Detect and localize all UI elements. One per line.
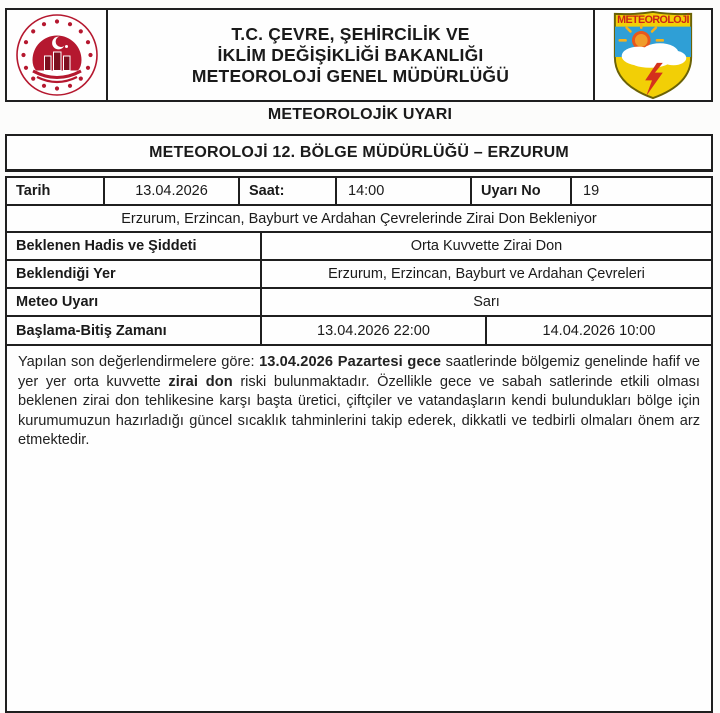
ministry-title-line1: T.C. ÇEVRE, ŞEHİRCİLİK VE <box>231 23 470 44</box>
warn-level-value: Sarı <box>473 294 500 310</box>
region-title-box <box>5 134 713 172</box>
header <box>5 8 713 102</box>
meteorology-logo-cell <box>593 10 711 100</box>
body-bold-event: zirai don <box>168 373 233 390</box>
meteorology-logo-label: METEOROLOJİ <box>617 14 689 27</box>
event-row <box>7 233 711 261</box>
ministry-title-line3: METEOROLOJİ GENEL MÜDÜRLÜĞÜ <box>191 65 510 86</box>
warn-level-row <box>7 289 711 317</box>
warn-level-label: Meteo Uyarı <box>7 289 262 315</box>
period-end-value: 14.04.2026 10:00 <box>542 322 656 339</box>
ministry-logo-cell <box>7 10 108 100</box>
body-part2: saatlerinde bölgemiz genelinde hafif ve yer yer orta kuvvette <box>18 354 700 390</box>
date-label: Tarih <box>7 178 105 204</box>
place-row <box>7 261 711 289</box>
event-value: Orta Kuvvette Zirai Don <box>410 238 563 254</box>
body-part3: riski bulunmaktadır. Özellikle gece ve sabah satlerinde etkili olması beklenen zirai don tehlikesine karşı başta üretici, çiftçiler ve vatandaşların kendi bulundukları bölge için kurumumuzun hazırladığı güncel sıcaklık tahminlerini takip ederek, dikkatli ve tedbirli olmaları önem arz etmektedir. <box>18 373 700 448</box>
period-start-value: 13.04.2026 22:00 <box>262 317 487 344</box>
warning-no-label: Uyarı No <box>472 178 572 204</box>
headline-row <box>7 206 711 233</box>
warning-no-value: 19 <box>583 183 600 199</box>
warning-table <box>5 176 713 713</box>
time-label: Saat: <box>240 178 337 204</box>
doc-title: METEOROLOJİK UYARI <box>267 106 453 123</box>
event-label: Beklenen Hadis ve Şiddeti <box>7 233 262 259</box>
body-part1: Yapılan son değerlendirmelere göre: <box>18 354 260 370</box>
period-label: Başlama-Bitiş Zamanı <box>7 317 262 344</box>
place-value: Erzurum, Erzincan, Bayburt ve Ardahan Çevreleri <box>328 266 645 282</box>
meteorology-shield-icon <box>610 10 696 100</box>
meta-row <box>7 178 711 206</box>
headline-text: Erzurum, Erzincan, Bayburt ve Ardahan Çevrelerinde Zirai Don Bekleniyor <box>121 210 597 227</box>
period-row <box>7 317 711 346</box>
body-bold-date: 13.04.2026 Pazartesi gece <box>259 354 442 370</box>
place-label: Beklendiği Yer <box>7 261 262 287</box>
region-title: METEOROLOJİ 12. BÖLGE MÜDÜRLÜĞÜ – ERZURUM <box>149 143 569 161</box>
time-value: 14:00 <box>337 178 472 204</box>
ministry-emblem-icon <box>15 13 99 97</box>
date-value: 13.04.2026 <box>105 178 240 204</box>
warning-body-text <box>7 346 711 711</box>
ministry-title <box>108 10 593 100</box>
ministry-title-line2: İKLİM DEĞİŞİKLİĞİ BAKANLIĞI <box>217 44 484 65</box>
